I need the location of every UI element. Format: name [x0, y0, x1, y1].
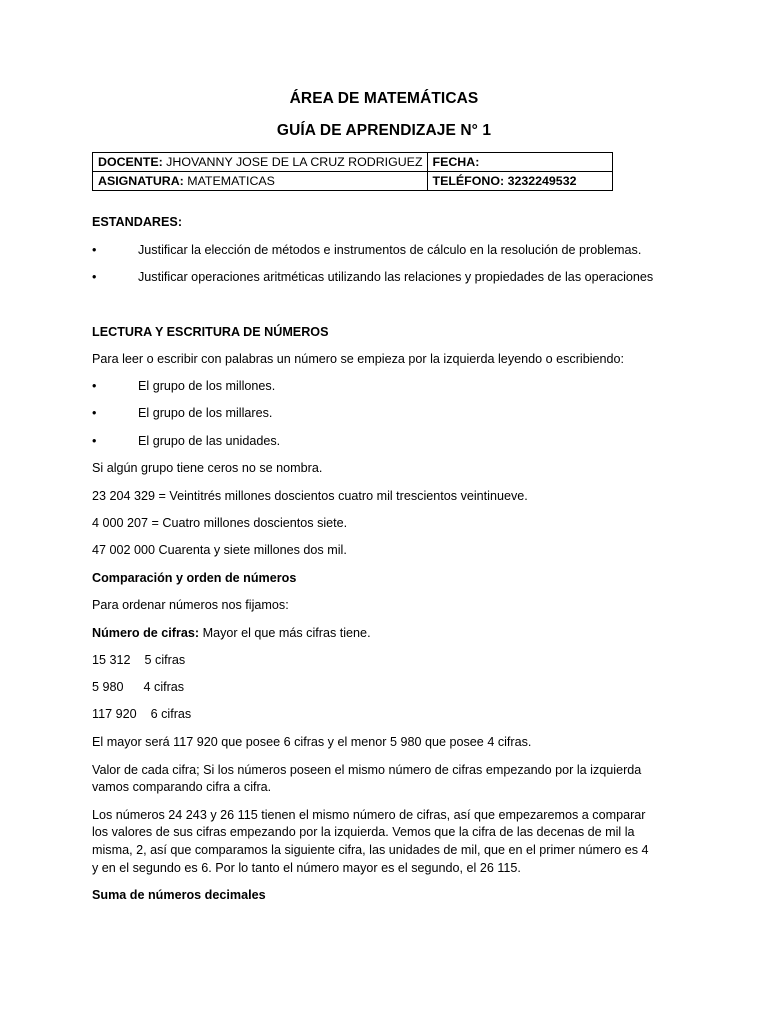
rule-text: Mayor el que más cifras tiene.: [202, 626, 371, 640]
group-item-2: El grupo de los millares.: [138, 406, 273, 420]
info-row-asignatura: [93, 172, 613, 191]
asignatura-label: ASIGNATURA:: [98, 173, 184, 188]
valor-line-2: vamos comparando cifra a cifra.: [92, 780, 272, 794]
telefono-label: TELÉFONO:: [432, 173, 505, 188]
lectura-note: Si algún grupo tiene ceros no se nombra.: [92, 461, 323, 475]
rule-line: [92, 625, 702, 642]
info-table: [92, 152, 613, 191]
rule-label: Número de cifras:: [92, 626, 200, 640]
number-row-2: [92, 679, 702, 696]
comparacion-heading: Comparación y orden de números: [92, 571, 297, 585]
paragraph-line-1: Los números 24 243 y 26 115 tienen el mismo número de cifras, así que empezaremos a comparar: [92, 808, 646, 822]
example-2: 4 000 207 = Cuatro millones doscientos siete.: [92, 516, 348, 530]
number-digits: 4 cifras: [143, 680, 185, 694]
lectura-heading: LECTURA Y ESCRITURA DE NÚMEROS: [92, 325, 329, 339]
asignatura-cell: [93, 172, 428, 191]
example-1: 23 204 329 = Veintitrés millones doscientos cuatro mil trescientos veintinueve.: [92, 489, 528, 503]
estandar-item-2: Justificar operaciones aritméticas utilizando las relaciones y propiedades de las operaciones: [138, 270, 654, 284]
bullet-icon: •: [92, 379, 97, 393]
bullet-icon: •: [92, 434, 97, 448]
bullet-icon: •: [92, 243, 97, 257]
info-row-docente: [93, 153, 613, 172]
number-row-3: [92, 706, 702, 723]
fecha-cell: [427, 153, 612, 172]
number-digits: 5 cifras: [144, 653, 186, 667]
number-digits: 6 cifras: [150, 707, 192, 721]
number-value: 15 312: [92, 653, 131, 667]
paragraph-line-2: los valores de sus cifras empezando por la izquierda. Vemos que la cifra de las decenas de mil la: [92, 825, 635, 839]
number-value: 117 920: [92, 707, 137, 721]
page-title: ÁREA DE MATEMÁTICAS: [289, 90, 479, 107]
comparacion-conclusion: El mayor será 117 920 que posee 6 cifras y el menor 5 980 que posee 4 cifras.: [92, 735, 532, 749]
comparacion-intro: Para ordenar números nos fijamos:: [92, 598, 289, 612]
docente-label: DOCENTE:: [98, 154, 163, 169]
example-3: 47 002 000 Cuarenta y siete millones dos mil.: [92, 543, 347, 557]
telefono-cell: [427, 172, 612, 191]
estandar-item-1: Justificar la elección de métodos e instrumentos de cálculo en la resolución de problemas.: [138, 243, 642, 257]
suma-heading: Suma de números decimales: [92, 888, 266, 902]
paragraph-line-4: y en el segundo es 6. Por lo tanto el número mayor es el segundo, el 26 115.: [92, 861, 521, 875]
docente-cell: [93, 153, 428, 172]
group-item-3: El grupo de las unidades.: [138, 434, 281, 448]
paragraph-line-3: misma, 2, así que comparamos la siguiente cifra, las unidades de mil, que en el primer número es 4: [92, 843, 649, 857]
bullet-icon: •: [92, 406, 97, 420]
number-value: 5 980: [92, 680, 124, 694]
valor-line-1: Valor de cada cifra; Si los números poseen el mismo número de cifras empezando por la izquierda: [92, 763, 642, 777]
telefono-value: 3232249532: [507, 173, 577, 188]
group-item-1: El grupo de los millones.: [138, 379, 276, 393]
number-row-1: [92, 652, 702, 669]
bullet-icon: •: [92, 270, 97, 284]
asignatura-value: MATEMATICAS: [187, 173, 275, 188]
lectura-intro: Para leer o escribir con palabras un número se empieza por la izquierda leyendo o escribiendo:: [92, 352, 625, 366]
fecha-label: FECHA:: [432, 154, 480, 169]
estandares-heading: ESTANDARES:: [92, 215, 183, 229]
page-subtitle: GUÍA DE APRENDIZAJE N° 1: [276, 122, 492, 139]
docente-value: JHOVANNY JOSE DE LA CRUZ RODRIGUEZ: [166, 154, 423, 169]
